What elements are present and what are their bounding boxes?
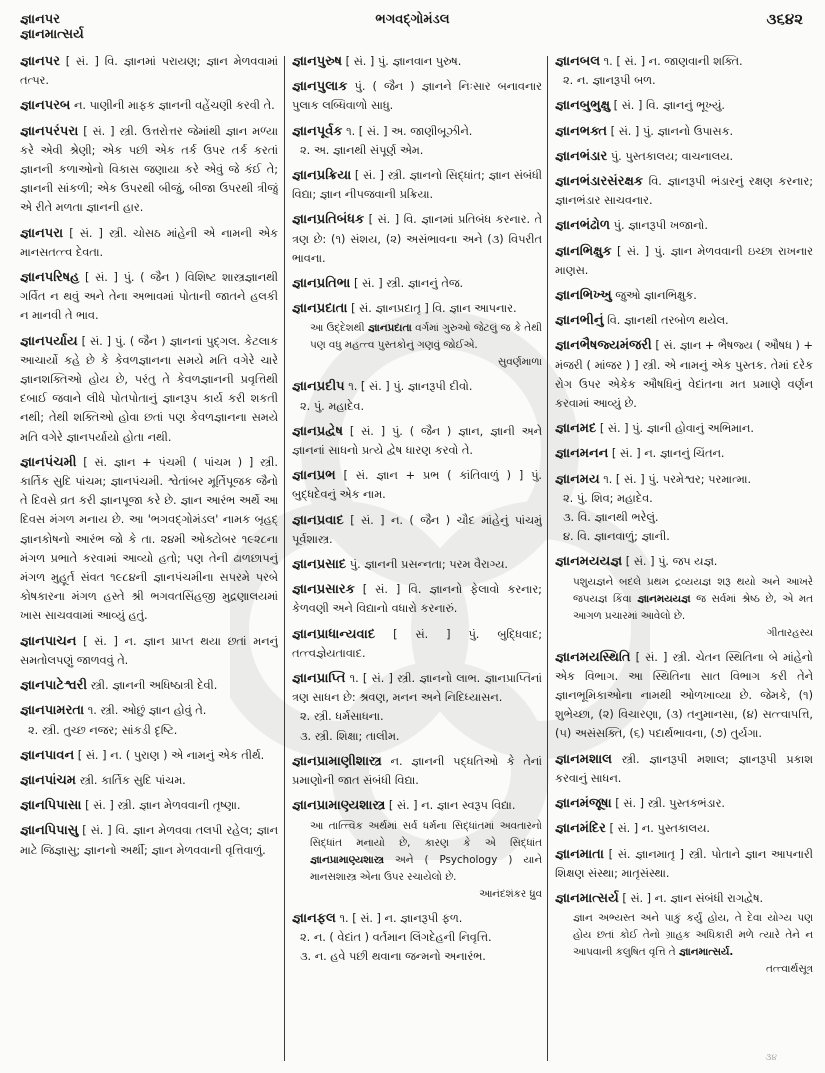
column-divider [547, 56, 548, 1061]
definition: [ સં. ] સ્ત્રી. ઉત્તરોત્તર જેમાંથી જ્ઞાન મળ્યા કરે એવી શ્રેણી; એક પછી એક તર્ક ઉપર તર્ક કરતાં જ્ઞાનની કળાઓનો વિકાસ જણાયા કરે એવું જે કંઈ તે; જ્ઞાનની સાંકળી; એક ઉપરથી બીજું, બીજા ઉપરથી ત્રીજું એ રીતે મળતા જ્ઞાનની હાર. [20, 124, 278, 215]
headword: જ્ઞાનપિપાસુ [20, 823, 79, 839]
headword: જ્ઞાનપ્રતિબંધક [292, 212, 365, 228]
dictionary-entry [555, 52, 813, 90]
dictionary-entry [20, 676, 278, 695]
definition: [ સં. ] પું. જપ યજ્ઞ. [625, 555, 718, 569]
entry-main [292, 299, 542, 318]
entry-main [292, 52, 542, 71]
entry-main [292, 166, 542, 204]
entry-main [555, 419, 813, 438]
sub-sense: ૩. ન. હવે પછી થવાના જન્મનો અનારંભ. [300, 949, 486, 963]
definition: [ સં. જ્ઞાન + પ્રભ ( કાંતિવાળું ) ] પું. બુદ્ધદેવનું એક નામ. [292, 469, 542, 502]
entry-main [555, 286, 813, 305]
entry-main [292, 752, 542, 790]
sub-sense: ૨. ન. જ્ઞાનરૂપી બળ. [563, 74, 656, 88]
quote-headword: જ્ઞાનપ્રામાણ્યશાસ્ત્ર [310, 853, 384, 866]
headword: જ્ઞાનપરા [20, 225, 64, 241]
entry-main [555, 172, 813, 210]
quote-source: ગીતારહસ્ય [767, 626, 813, 639]
dictionary-entry [292, 77, 542, 115]
entry-main [555, 122, 813, 141]
headword: જ્ઞાનપિપાસા [20, 798, 82, 814]
headword: જ્ઞાનપૂર્વક [292, 123, 343, 139]
page-header [0, 8, 825, 30]
entry-main [555, 794, 813, 813]
quote-text: વર્ગમાં ગુરુઓ જેટલું જ કે તેથી પણ વધુ મહત્ત્વ પુસ્તકોનું ગણવું જોઈએ. [310, 322, 542, 352]
dictionary-entry [555, 648, 813, 744]
definition: [ સં. ] વિ. જ્ઞાનનો ફેલાવો કરનાર; કેળવણી અને વિદ્યાનો વધારો કરનારું. [292, 583, 542, 616]
definition: પું. જ્ઞાનરૂપી ખજાનો. [613, 219, 708, 233]
definition: સ્ત્રી. કાર્તિક સુદિ પાંચમ. [79, 773, 186, 787]
entry-main [20, 453, 278, 626]
dictionary-entry [555, 336, 813, 413]
definition: [ સં. ] સ્ત્રી. જ્ઞાન મેળવવાની તૃષ્ણા. [85, 799, 241, 813]
quote-text: આ ઉદ્દેશથી [310, 322, 368, 335]
definition: [ સં. ] ન. જ્ઞાનનું ચિંતન. [611, 447, 725, 461]
headword: જ્ઞાનભક્ત [555, 123, 607, 139]
usage-quotation [292, 320, 542, 371]
quote-text: જ સર્વમાં શ્રેષ્ઠ છે, એ મત આગળ પ્રચારમાં આવેલો છે. [573, 592, 813, 622]
entry-main [555, 52, 813, 71]
dictionary-entry [555, 552, 813, 641]
headword: જ્ઞાનપરબ [20, 98, 71, 114]
headword: જ્ઞાનપ્રતિભા [292, 276, 351, 292]
definition: [ સં. ] પું. ( જૈન ) જ્ઞાન, જ્ઞાની અને જ્ઞાનનાં સાધનો પ્રત્યે દ્વેષ ધારણ કરવો તે. [292, 424, 542, 458]
dictionary-entry [555, 96, 813, 115]
dictionary-entry [555, 147, 813, 166]
headword: જ્ઞાનભંઢોળ [555, 218, 611, 234]
definition: [ સં. ] વિ. જ્ઞાન મેળવવા તલપી રહેલ; જ્ઞાન માટે જિજ્ઞાસુ; જ્ઞાનનો અર્થી; જ્ઞાન મેળવવાની વૃત્તિવાળું. [20, 824, 278, 857]
headword: જ્ઞાનપામરતા [20, 703, 85, 719]
definition: [ સં. ] ન. જ્ઞાન સ્વરૂપ વિદ્યા. [388, 799, 516, 813]
definition: પું. ( જૈન ) જ્ઞાનને નિઃસાર બનાવનાર પુલાક લબ્ધિવાળો સાધુ. [292, 80, 542, 113]
entry-main [555, 216, 813, 235]
dictionary-entry [292, 166, 542, 204]
headword: જ્ઞાનપર [20, 54, 60, 69]
definition: [ સં. ] વિ. જ્ઞાનમાં પરાયણ; જ્ઞાન મેળવવામાં તત્પર. [20, 55, 278, 88]
headword: જ્ઞાનમાત્સર્ય [555, 890, 619, 906]
headword: જ્ઞાનમય [555, 471, 600, 487]
definition: સ્ત્રી. જ્ઞાનરૂપી મશાલ; જ્ઞાનરૂપી પ્રકાશ કરવાનું સાધન. [555, 752, 813, 785]
entry-main [20, 796, 278, 815]
entry-main [292, 625, 542, 663]
definition: પું. જ્ઞાનની પ્રસન્નતા; પરમ વૈરાગ્ય. [349, 558, 508, 572]
headword: જ્ઞાનભીનું [555, 313, 604, 329]
definition: [ સં. ] પું. ( જૈન ) વિશિષ્ટ શાસ્ત્રજ્ઞાનથી ગર્વિત ન થવું અને તેના અભાવમાં પોતાની જાતને હલકી ન માનવી તે ભાવ. [20, 271, 278, 323]
headword: જ્ઞાનપંચમી [20, 454, 77, 470]
quote-headword: જ્ઞાનમયયજ્ઞ [637, 592, 691, 605]
dictionary-entry [20, 332, 278, 447]
dictionary-entry [20, 224, 278, 262]
guide-word-last: જ્ઞાનમાત્સર્ય [20, 27, 84, 42]
entry-main [20, 96, 278, 115]
definition: ન. પાણીની માફક જ્ઞાનની વહેંચણી કરવી તે. [73, 99, 275, 113]
dictionary-entry [20, 632, 278, 670]
definition: ૧. [ સં. ] પું. જ્ઞાનરૂપી દીવો. [348, 380, 473, 394]
entry-main [292, 555, 542, 574]
definition: [ સં. ] સ્ત્રી. જ્ઞાનનું તેજ. [353, 277, 464, 291]
dictionary-entry [292, 555, 542, 574]
quote-text: અને ( Psychology ) યાને માનસશાસ્ત્ર એના ઉપર રચાયેલો છે. [310, 853, 542, 883]
dictionary-entry [555, 242, 813, 280]
headword: જ્ઞાનમનન [555, 446, 609, 462]
headword: જ્ઞાનપ્રક્રિયા [292, 168, 352, 184]
dictionary-entry [292, 909, 542, 967]
column-1 [20, 52, 278, 1064]
headword: જ્ઞાનપ્રસારક [292, 582, 355, 598]
definition: [ સં. ] સ્ત્રી. પુસ્તકભંડાર. [615, 797, 725, 811]
entry-main [292, 909, 542, 928]
definition: [ સં. ] ન. પુસ્તકાલય. [609, 822, 710, 836]
quote-headword: જ્ઞાનપ્રદાતા [367, 322, 412, 335]
sub-sense: ૪. વિ. જ્ઞાનવાળું; જ્ઞાની. [563, 530, 670, 544]
entry-main [20, 676, 278, 695]
headword: જ્ઞાનપરંપરા [20, 123, 79, 139]
dictionary-entry [292, 422, 542, 460]
quote-headword: જ્ઞાનમાત્સર્ય. [678, 946, 734, 959]
entry-main [292, 377, 542, 396]
definition: [ સં. ] સ્ત્રી. ચેતન સ્થિતિના બે માંહેનો એક વિભાગ. આ સ્થિતિના સાત વિભાગ કરી તેને જ્ઞાનભૂમિકાઓના નામથી ઓળખાવ્યા છે. જેમકે, (૧) શુભેચ્છા, (૨) વિચારણા, (૩) તનુમાનસા, (૪) સત્ત્વાપત્તિ, (૫) અસંસક્તિ, (૬) પદાર્થભાવના, (૭) તુર્યગા. [555, 650, 813, 741]
definition: [ સં. ] ન. જ્ઞાન પ્રાપ્ત થયા છતાં મનનું સમતોલપણું જાળવવું તે. [20, 634, 278, 667]
headword: જ્ઞાનભૈષજ્યમંજરી [555, 338, 652, 354]
dictionary-entry [555, 444, 813, 463]
definition: પું. પુસ્તકાલય; વાચનાલય. [610, 149, 734, 163]
headword: જ્ઞાનપ્રસાદ [292, 557, 347, 573]
entry-main [20, 771, 278, 790]
quote-source: સુવર્ણમાળા [497, 356, 542, 369]
entry-main [20, 122, 278, 218]
headword: જ્ઞાનમંદિર [555, 821, 606, 837]
definition: જુઓ જ્ઞાનભિક્ષુક. [615, 289, 697, 303]
definition: [ સં. ] ન. ( પુરાણ ) એ નામનું એક તીર્થ. [77, 748, 265, 762]
headword: જ્ઞાનપરિષહ [20, 270, 80, 286]
dictionary-entry [555, 845, 813, 883]
dictionary-entry [555, 286, 813, 305]
sub-sense: ૨. પું. શિવ; મહાદેવ. [563, 491, 653, 505]
headword: જ્ઞાનપ્રવાદ [292, 512, 344, 528]
quote-text: પશુયજ્ઞને બદલે પ્રથમ દ્રવ્યયજ્ઞ શરૂ થયો અને આખરે જપયજ્ઞ કિંવા [573, 575, 813, 605]
headword: જ્ઞાનમશાલ [555, 751, 612, 767]
dictionary-entry [20, 821, 278, 859]
book-title: ભગવદ્ગોમંડલ [375, 12, 450, 27]
dictionary-entry [292, 299, 542, 371]
sub-sense: ૨. સ્ત્રી. તુચ્છ નજર; સાંકડી દૃષ્ટિ. [28, 723, 178, 737]
definition: [ સં. ] પું. જ્ઞાની હોવાનું અભિમાન. [599, 422, 754, 436]
headword: જ્ઞાનપાંચમ [20, 772, 76, 788]
entry-main [555, 147, 813, 166]
definition: ૧. [ સં. ] ન. જાણવાની શક્તિ. [603, 55, 743, 68]
entry-main [20, 632, 278, 670]
entry-main [555, 750, 813, 788]
definition: [ સં. જ્ઞાનમાતૃ ] સ્ત્રી. પોતાને જ્ઞાન આપનારી શિક્ષણ સંસ્થા; માતૃસંસ્થા. [555, 847, 813, 880]
entry-main [292, 77, 542, 115]
dictionary-entry [292, 274, 542, 293]
column-2 [292, 52, 542, 1064]
guide-word-first: જ્ઞાનપર [20, 12, 60, 27]
definition: [ સં. જ્ઞાન + ભૈષજ્ય ( ઔષધ ) + મંજરી ( માંજર ) ] સ્ત્રી. એ નામનું એક પુસ્તક. તેમાં દરેક રોગ ઉપર એકેક ઔષધિનું વેદાંતના મત પ્રમાણે વર્ણન કરવામાં આવ્યું છે. [555, 339, 813, 411]
entry-main [555, 819, 813, 838]
entry-main [555, 845, 813, 883]
dictionary-entry [555, 172, 813, 210]
dictionary-entry [292, 52, 542, 71]
dictionary-entry [20, 52, 278, 90]
headword: જ્ઞાનપાટેશ્વરી [20, 678, 88, 694]
dictionary-entry [555, 470, 813, 547]
headword: જ્ઞાનપ્રભ [292, 468, 336, 484]
entry-main [292, 669, 542, 707]
entry-main [20, 821, 278, 859]
definition: ૧. [ સં. ] અ. જાણીબૂઝીને. [346, 124, 473, 138]
column-divider [284, 56, 285, 1061]
usage-quotation [555, 910, 813, 978]
headword: જ્ઞાનપર્યાય [20, 333, 78, 349]
definition: [ સં. ] ન. ( જૈન ) ચૌદ માંહેનું પાંચમું પૂર્વશાસ્ત્ર. [292, 513, 542, 546]
headword: જ્ઞાનબલ [555, 54, 601, 69]
entry-main [20, 701, 278, 720]
entry-main [292, 796, 542, 815]
entry-main [555, 889, 813, 908]
page-number: ૩૬૪૨ [766, 10, 803, 28]
dictionary-entry [555, 419, 813, 438]
entry-main [555, 242, 813, 280]
headword: જ્ઞાનમંજૂષા [555, 796, 612, 812]
dictionary-entry [292, 511, 542, 549]
definition: [ સં. ] ન. જ્ઞાન સંબંધી રાગદ્વેષ. [622, 891, 764, 905]
definition: [ સં. ] પું. જ્ઞાન મેળવવાની ઇચ્છા રાખનાર માણસ. [555, 244, 813, 277]
definition: [ સં. ] પું. ( જૈન ) જ્ઞાનનાં પુદ્ગલ. કેટલાક આચાર્યો કહે છે કે કેવળજ્ઞાનના સમયે મતિ વગેરે ચારે જ્ઞાનશક્તિઓ હોય છે, પરંતુ તે કેવળજ્ઞાનની પ્રવૃત્તિથી દબાઈ જવાને લીધે પોતપોતાનું જ્ઞાનરૂપ કાર્ય કરી શકતી નથી; તેથી શક્તિઓ હોવા છતાં પણ કેવળજ્ઞાનના સમયે મતિ વગેરે જ્ઞાનપર્યાયો હોતા નથી. [20, 334, 278, 444]
dictionary-entry [292, 580, 542, 618]
headword: જ્ઞાનપ્રદીપ [292, 379, 345, 395]
definition: ન. જ્ઞાનની પદ્ધતિઓ કે તેનાં પ્રમાણોની જાત સંબંધી વિદ્યા. [292, 754, 542, 788]
entry-main [20, 224, 278, 262]
entry-main [555, 96, 813, 115]
headword: જ્ઞાનભિક્ષુક [555, 243, 612, 259]
dictionary-entry [20, 96, 278, 115]
quote-text: આ તાત્ત્વિક અર્થમાં સર્વ ધર્મના સિદ્ધાંતમાં અવતારનો સિદ્ધાંત મનાયો છે, કારણ કે એ સિદ્ધાંત [310, 819, 542, 849]
definition: ૧. [ સં. ] પું. પરમેશ્વર; પરમાત્મા. [603, 472, 752, 486]
definition: [ સં. ] સ્ત્રી. ચોસઠ માંહેની એ નામની એક માનસતત્ત્વ દેવતા. [20, 226, 278, 259]
dictionary-entry [555, 819, 813, 838]
dictionary-entry [20, 746, 278, 765]
dictionary-entry [555, 122, 813, 141]
dictionary-entry [292, 466, 542, 504]
entry-main [292, 210, 542, 268]
headword: જ્ઞાનબુભુક્ષુ [555, 98, 611, 114]
entry-main [555, 336, 813, 413]
definition: [ સં. ] પું. બુદ્ધિવાદ; તત્ત્વજ્ઞેયતાવાદ. [292, 627, 542, 660]
definition: [ સં. જ્ઞાન + પંચમી ( પાંચમ ) ] સ્ત્રી. કાર્તિક સુદિ પાંચમ; જ્ઞાનપંચમી. શ્વેતાંબર મૂર્તિપૂજક જૈનો તે દિવસે વ્રત કરી જ્ઞાનપૂજા કરે છે. જ્ઞાન આરંભ અર્થે આ દિવસ મંગળ મનાય છે. આ 'ભગવદ્ગોમંડલ' નામક બૃહદ્ જ્ઞાનકોષનો આરંભ જો કે તા. ૨૪મી ઓક્ટોબર ૧૯૨૮ના મંગળ પ્રભાતે કરવામાં આવ્યો હતો; પણ તેની ઢાળછાપનું મંગળ મુહૂર્ત સંવત ૧૯૮૪ની જ્ઞાનપંચમીના સપરમે પરબે કોષકારના મંગળ હસ્તે શ્રી ભગવતસિંહજી મુદ્રણાલયમાં ખાસ સાચવવામાં આવ્યું હતું. [20, 455, 278, 623]
dictionary-entry [20, 453, 278, 626]
definition: ૧. સ્ત્રી. ઓછું જ્ઞાન હોવું તે. [87, 704, 207, 718]
dictionary-entry [20, 701, 278, 739]
sub-sense: ૨. પું. મહાદેવ. [300, 399, 365, 413]
dictionary-entry [555, 889, 813, 978]
entry-main [555, 552, 813, 571]
quote-source: આનંદશંકર ધ્રુવ [479, 887, 542, 900]
usage-quotation [555, 574, 813, 642]
column-3 [555, 52, 813, 1064]
definition: વિ. જ્ઞાનથી તરબોળ થયેલ. [607, 314, 729, 328]
dictionary-entry [20, 268, 278, 326]
headword: જ્ઞાનપ્રદાતા [292, 301, 348, 317]
headword: જ્ઞાનભંડારસંરક્ષક [555, 174, 644, 190]
entry-main [292, 466, 542, 504]
dictionary-entry [20, 796, 278, 815]
dictionary-entry [292, 377, 542, 415]
dictionary-entry [292, 669, 542, 746]
dictionary-entry [555, 750, 813, 788]
definition: વિ. જ્ઞાનરૂપી ભંડારનું રક્ષણ કરનાર; જ્ઞાનભંડાર સાચવનાર. [555, 175, 813, 208]
entry-main [292, 580, 542, 618]
headword: જ્ઞાનપ્રાધાન્યવાદ [292, 626, 376, 642]
entry-main [20, 332, 278, 447]
entry-main [292, 274, 542, 293]
headword: જ્ઞાનફલ [292, 910, 336, 926]
dictionary-entry [20, 771, 278, 790]
definition: [ સં. ] વિ. જ્ઞાનનું ભૂખ્યું. [613, 99, 726, 113]
headword: જ્ઞાનમદ [555, 421, 597, 437]
dictionary-entry [555, 794, 813, 813]
dictionary-entry [555, 311, 813, 330]
page-mark: ૩૪ [765, 1053, 777, 1063]
headword: જ્ઞાનમાતા [555, 846, 604, 862]
dictionary-entry [292, 752, 542, 790]
dictionary-entry [292, 625, 542, 663]
headword: જ્ઞાનપ્રાપ્તિ [292, 671, 346, 687]
entry-main [292, 511, 542, 549]
headword: જ્ઞાનભિખ્ખુ [555, 288, 612, 304]
definition: [ સં. ] પું. જ્ઞાનનો ઉપાસક. [610, 124, 734, 138]
sub-sense: ૨. અ. જ્ઞાનથી સંપૂર્ણ એમ. [300, 143, 424, 157]
headword: જ્ઞાનપુલાક [292, 79, 348, 95]
headword: જ્ઞાનપાચન [20, 633, 77, 649]
definition: સ્ત્રી. જ્ઞાનની અધિષ્ઠાત્રી દેવી. [90, 679, 218, 693]
entry-main [20, 268, 278, 326]
entry-main [555, 311, 813, 330]
definition: [ સં. ] પું. જ્ઞાનવાન પુરુષ. [345, 55, 462, 68]
dictionary-entry [555, 216, 813, 235]
definition: [ સં. ] સ્ત્રી. જ્ઞાનનો સિદ્ધાંત; જ્ઞાન સંબંધી વિદ્યા; જ્ઞાન નીપજવાની પ્રક્રિયા. [292, 169, 542, 202]
quote-text: જ્ઞાન અભ્યસ્ત અને પાકું કર્યું હોય, તે દેવા યોગ્ય પણ હોય છતાં કોઈ તેનો ગ્રાહક અધિકારી મળે ત્યારે તેને ન આપવાની કલુષિત વૃત્તિ તે [573, 912, 813, 959]
headword: જ્ઞાનભંડાર [555, 148, 608, 164]
sub-sense: ૨. ન. ( વેદાંત ) વર્તમાન લિંગદેહની નિવૃત્તિ. [300, 930, 492, 944]
entry-main [20, 746, 278, 765]
entry-main [555, 444, 813, 463]
headword: જ્ઞાનપાવન [20, 747, 75, 763]
headword: જ્ઞાનમયયજ્ઞ [555, 554, 623, 570]
dictionary-entry [292, 796, 542, 902]
definition: ૧. [ સં. ] સ્ત્રી. જ્ઞાનનો લાભ. જ્ઞાનપ્રાપ્તિનાં ત્રણ સાધન છે: શ્રવણ, મનન અને નિદિધ્યાસન. [292, 672, 542, 705]
entry-main [555, 470, 813, 489]
dictionary-entry [292, 122, 542, 160]
dictionary-entry [292, 210, 542, 268]
headword: જ્ઞાનપ્રામાણ્યશાસ્ત્ર [292, 798, 386, 814]
entry-main [20, 52, 278, 90]
sub-sense: ૩. સ્ત્રી. શિક્ષા; તાલીમ. [300, 729, 400, 743]
usage-quotation [292, 818, 542, 903]
dictionary-entry [20, 122, 278, 218]
headword: જ્ઞાનપ્રામાણીશાસ્ત્ર [292, 753, 382, 769]
sub-sense: ૨. સ્ત્રી. ધર્મસાધના. [300, 710, 384, 724]
entry-main [555, 648, 813, 744]
dictionary-columns [0, 52, 825, 1067]
definition: [ સં. જ્ઞાનપ્રદાતૃ ] વિ. જ્ઞાન આપનાર. [351, 302, 517, 316]
headword: જ્ઞાનપુરુષ [292, 54, 342, 69]
headword: જ્ઞાનમયસ્થિતિ [555, 649, 631, 665]
entry-main [292, 422, 542, 460]
definition: ૧. [ સં. ] ન. જ્ઞાનરૂપી ફળ. [339, 911, 463, 925]
entry-main [292, 122, 542, 141]
sub-sense: ૩. વિ. જ્ઞાનથી ભરેલું. [563, 511, 659, 525]
quote-source: તત્ત્વાર્થસૂત્ર [766, 963, 813, 976]
headword: જ્ઞાનપ્રદ્વેષ [292, 423, 344, 439]
definition: [ સં. ] વિ. જ્ઞાનમાં પ્રતિબંધ કરનાર. તે ત્રણ છે: (૧) સંશય, (૨) અસંભાવના અને (૩) વિપરીત ભાવના. [292, 213, 542, 265]
